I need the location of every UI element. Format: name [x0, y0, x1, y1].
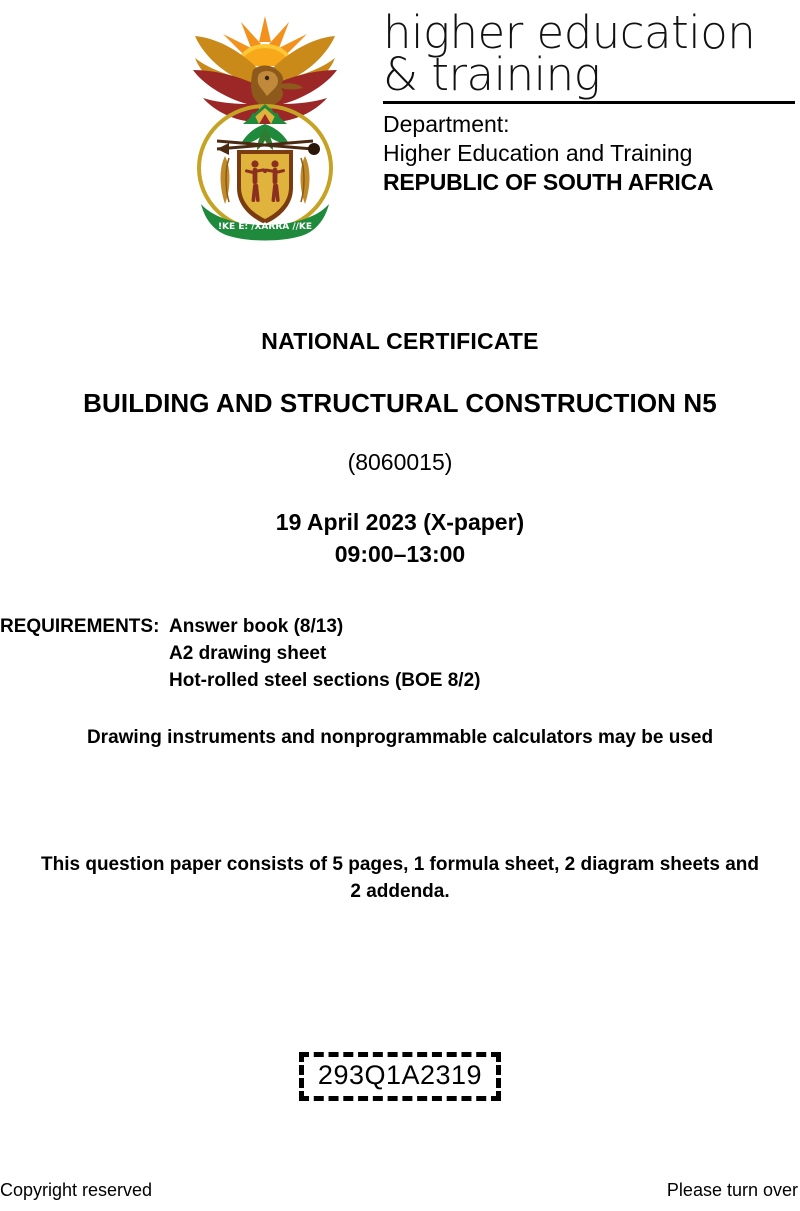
certificate-title: NATIONAL CERTIFICATE — [261, 328, 539, 354]
requirements-item: A2 drawing sheet — [169, 642, 327, 664]
paper-composition-line-1: This question paper consists of 5 pages, 1 formula sheet, 2 diagram sheets and — [41, 854, 759, 875]
motto-text: !KE E: /XARRA //KE — [217, 222, 313, 232]
subject-code: (8060015) — [347, 449, 453, 475]
exam-date: 19 April 2023 (X-paper) — [275, 509, 525, 535]
requirements-item: Hot-rolled steel sections (BOE 8/2) — [169, 669, 481, 691]
wordmark — [383, 6, 795, 101]
subject-title: BUILDING AND STRUCTURAL CONSTRUCTION N5 — [83, 388, 717, 418]
requirements-section — [0, 614, 800, 752]
shield — [237, 150, 293, 224]
footer-turn-over: Please turn over — [666, 1180, 798, 1200]
wordmark-line-1: higher education — [383, 6, 756, 59]
page-footer — [0, 1180, 800, 1201]
country-name: REPUBLIC OF SOUTH AFRICA — [383, 168, 714, 195]
requirements-row — [0, 614, 800, 695]
paper-code-area — [0, 1052, 800, 1101]
exam-time: 09:00–13:00 — [334, 541, 466, 568]
requirements-note: Drawing instruments and nonprogrammable calculators may be used — [86, 726, 714, 748]
paper-code-box: 293Q1A2319 — [299, 1052, 501, 1101]
department-label: Department: — [383, 110, 510, 137]
coat-of-arms-logo — [175, 8, 355, 243]
requirements-label: REQUIREMENTS: — [0, 616, 160, 637]
department-name: Higher Education and Training — [383, 139, 693, 166]
department-block — [383, 110, 795, 197]
requirements-item: Answer book (8/13) — [169, 616, 344, 637]
logo-divider-rule — [383, 101, 795, 104]
requirements-list — [169, 614, 800, 695]
department-logotype — [383, 6, 795, 197]
title-block — [0, 300, 800, 570]
document-header — [0, 0, 800, 250]
footer-copyright: Copyright reserved — [0, 1180, 153, 1200]
paper-composition — [0, 852, 800, 906]
paper-composition-line-2: 2 addenda. — [350, 880, 450, 902]
wordmark-line-2: & training — [383, 47, 601, 101]
exam-datetime — [0, 476, 800, 570]
